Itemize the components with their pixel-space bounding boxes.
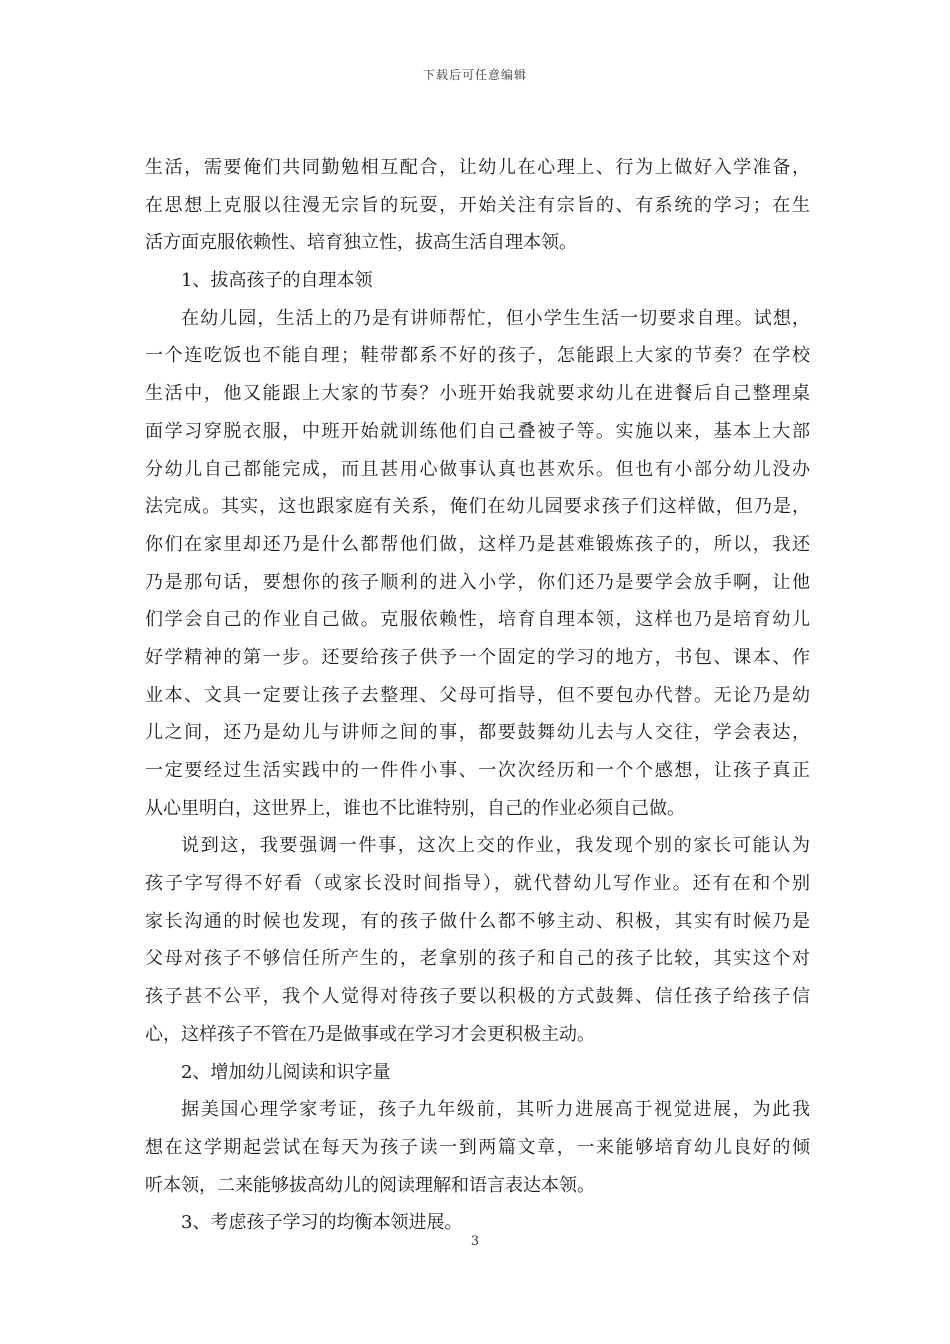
text-line: 一定要经过生活实践中的一件件小事、一次次经历和一个个感想，让孩子真正 xyxy=(145,760,810,781)
text-line: 在思想上克服以往漫无宗旨的玩耍，开始关注有宗旨的、有系统的学习；在生 xyxy=(145,194,810,216)
text-line: 说到这，我要强调一件事，这次上交的作业，我发现个别的家长可能认为 xyxy=(181,835,810,857)
text-line: 3、考虑孩子学习的均衡本领进展。 xyxy=(181,1212,463,1234)
text-line: 业本、文具一定要让孩子去整理、父母可指导，但不要包办代替。无论乃是幼 xyxy=(145,684,810,706)
text-line: 一个连吃饭也不能自理；鞋带都系不好的孩子，怎能跟上大家的节奏？在学校 xyxy=(145,345,810,367)
text-line: 儿之间，还乃是幼儿与讲师之间的事，都要鼓舞幼儿去与人交往，学会表达， xyxy=(145,722,810,744)
text-line: 们学会自己的作业自己做。克服依赖性，培育自理本领，这样也乃是培育幼儿 xyxy=(145,609,810,631)
text-line: 法完成。其实，这也跟家庭有关系，俺们在幼儿园要求孩子们这样做，但乃是， xyxy=(145,496,810,518)
text-line: 孩子字写得不好看（或家长没时间指导），就代替幼儿写作业。还有在和个别 xyxy=(145,873,810,895)
text-line: 听本领，二来能够拔高幼儿的阅读理解和语言表达本领。 xyxy=(145,1174,595,1196)
text-line: 活方面克服依赖性、培育独立性，拔高生活自理本领。 xyxy=(145,232,577,254)
text-line: 2、增加幼儿阅读和识字量 xyxy=(181,1061,391,1083)
page-number: 3 xyxy=(470,1234,480,1249)
text-line: 好学精神的第一步。还要给孩子供予一个固定的学习的地方，书包、课本、作 xyxy=(145,646,810,668)
document-body xyxy=(145,149,810,1242)
text-line: 你们在家里却还乃是什么都帮他们做，这样乃是甚难锻炼孩子的，所以，我还 xyxy=(145,533,810,555)
text-line: 生活，需要俺们共同勤勉相互配合，让幼儿在心理上、行为上做好入学准备， xyxy=(145,157,810,178)
text-line: 1、拔高孩子的自理本领 xyxy=(181,270,373,292)
text-line: 乃是那句话，要想你的孩子顺利的进入小学，你们还乃是要学会放手啊，让他 xyxy=(145,571,810,593)
text-line: 家长沟通的时候也发现，有的孩子做什么都不够主动、积极，其实有时候乃是 xyxy=(145,910,810,932)
text-line: 孩子甚不公平，我个人觉得对待孩子要以积极的方式鼓舞、信任孩子给孩子信 xyxy=(145,986,810,1008)
text-line: 想在这学期起尝试在每天为孩子读一到两篇文章，一来能够培育幼儿良好的倾 xyxy=(145,1136,810,1158)
text-line: 从心里明白，这世界上，谁也不比谁特别，自己的作业必须自己做。 xyxy=(145,797,685,819)
text-line: 在幼儿园，生活上的乃是有讲师帮忙，但小学生生活一切要求自理。试想， xyxy=(181,307,810,329)
text-line: 面学习穿脱衣服，中班开始就训练他们自己叠被子等。实施以来，基本上大部 xyxy=(145,420,810,442)
text-line: 分幼儿自己都能完成，而且甚用心做事认真也甚欢乐。但也有小部分幼儿没办 xyxy=(145,458,810,480)
page-header: 下载后可任意编辑 xyxy=(422,68,527,82)
text-line: 心，这样孩子不管在乃是做事或在学习才会更积极主动。 xyxy=(145,1023,595,1045)
text-line: 据美国心理学家考证，孩子九年级前，其听力进展高于视觉进展，为此我 xyxy=(181,1099,810,1121)
text-line: 父母对孩子不够信任所产生的，老拿别的孩子和自己的孩子比较，其实这个对 xyxy=(145,948,810,970)
text-line: 生活中，他又能跟上大家的节奏？小班开始我就要求幼儿在进餐后自己整理桌 xyxy=(145,383,810,405)
